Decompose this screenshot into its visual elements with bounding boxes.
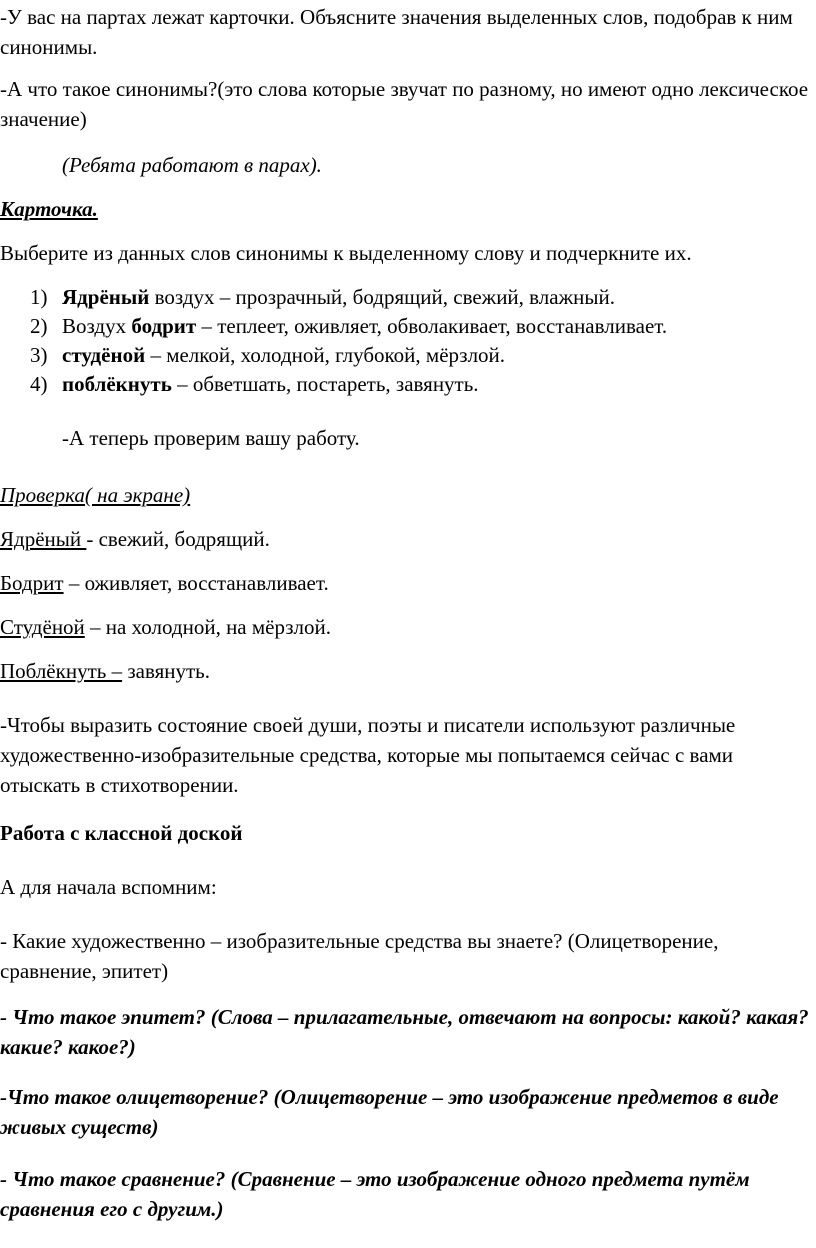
list-item [30,312,668,341]
list-item-post: воздух – прозрачный, бодрящий, свежий, влажный. [149,285,615,309]
answer-synonyms: - свежий, бодрящий. [86,527,270,551]
list-item [30,283,667,312]
list-item-post: – теплеет, оживляет, обволакивает, восстанавливает. [196,314,668,338]
board-section-title: Работа с классной доской [0,821,243,845]
answer-word: Поблёкнуть – [0,659,123,683]
list-item-keyword: Ядрёный [62,285,150,309]
answer-line [0,524,812,554]
list-item-keyword: студёной [62,343,146,367]
list-item-keyword: бодрит [131,314,197,338]
list-item-number: 2) [30,314,48,338]
answer-word: Студёной [0,615,85,639]
answer-synonyms: – оживляет, восстанавливает. [63,571,329,595]
question-means: - Какие художественно – изобразительные средства вы знаете? (Олицетворение, сравнение, эпитет) [0,929,719,983]
intro-paragraph-1: -У вас на партах лежат карточки. Объясните значения выделенных слов, подобрав к ним синонимы. [0,5,793,59]
list-item-keyword: поблёкнуть [62,372,172,396]
check-prompt: -А теперь проверим вашу работу. [62,426,360,450]
card-title: Карточка. [0,197,98,221]
list-item [30,370,667,399]
answer-line [0,568,812,598]
answer-synonyms: завянуть. [122,659,210,683]
list-item-number: 4) [30,372,48,396]
list-item-post: – мелкой, холодной, глубокой, мёрзлой. [145,343,506,367]
pairs-note: (Ребята работают в парах). [62,153,322,177]
answer-word: Ядрёный [0,527,87,551]
card-task: Выберите из данных слов синонимы к выделенному слову и подчеркните их. [0,241,692,265]
answer-synonyms: – на холодной, на мёрзлой. [84,615,332,639]
answer-line [0,656,812,686]
check-title: Проверка( на экране) [0,483,191,507]
list-item-number: 1) [30,285,48,309]
list-item-pre: Воздух [62,314,132,338]
answer-word: Бодрит [0,571,64,595]
list-item-post: – обветшать, постареть, завянуть. [171,372,479,396]
list-item [30,341,667,370]
recall-line: А для начала вспомним: [0,875,217,899]
answer-line [0,612,812,642]
question-comparison: - Что такое сравнение? (Сравнение – это изображение одного предмета путём сравнения его с другим.) [0,1167,750,1221]
intro-paragraph-2: -А что такое синонимы?(это слова которые звучат по разному, но имеют одно лексическое значение) [0,77,809,131]
transition-paragraph: -Чтобы выразить состояние своей души, поэты и писатели используют различные художественно-изобразительные средства, которые мы попытаемся сейчас с вами отыскать в стихотворении. [0,713,736,797]
question-personification: -Что такое олицетворение? (Олицетворение – это изображение предметов в виде живых существ) [0,1085,779,1139]
card-items-list [30,283,667,399]
list-item-number: 3) [30,343,48,367]
question-epithet: - Что такое эпитет? (Слова – прилагательные, отвечают на вопросы: какой? какая? какие? какое?) [0,1005,809,1059]
